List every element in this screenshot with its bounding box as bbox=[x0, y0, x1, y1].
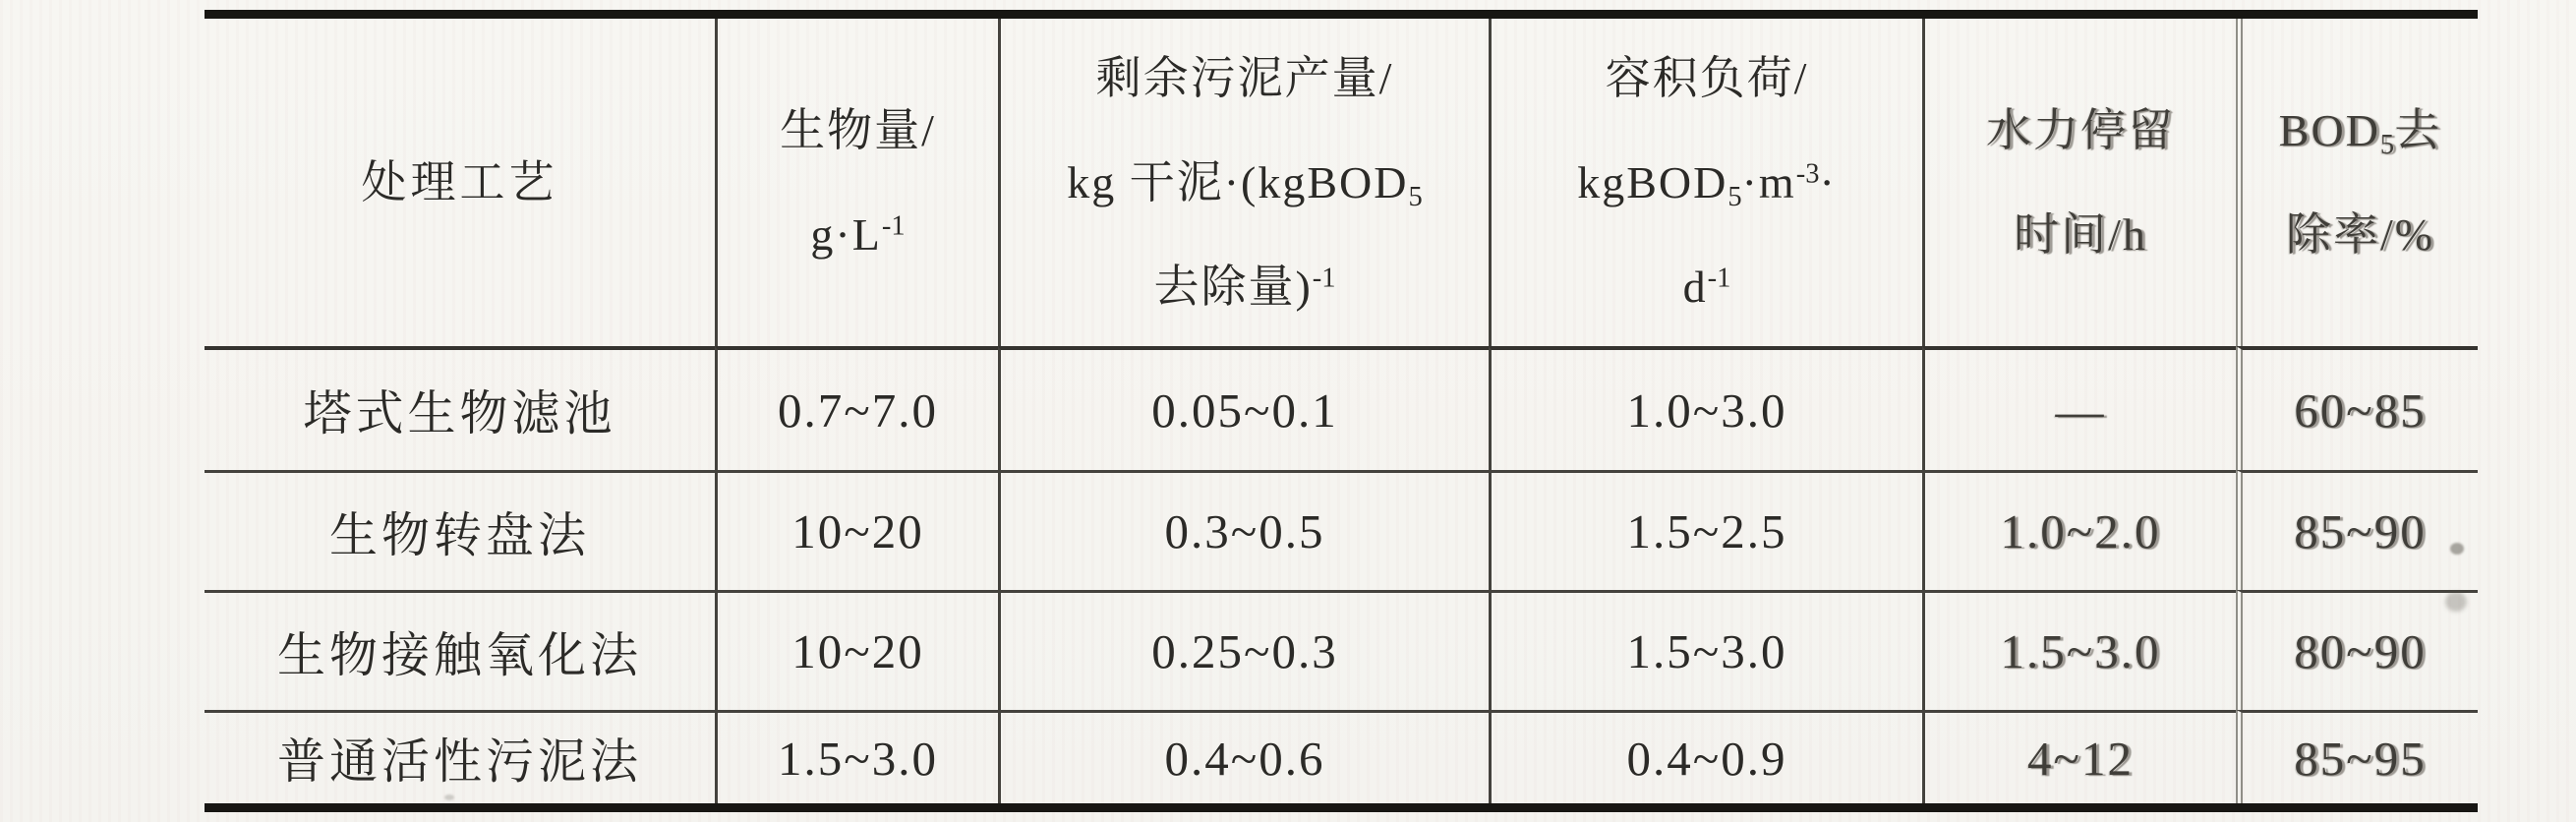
subscript-index: 5 bbox=[1408, 181, 1423, 212]
table-cell: 1.5~2.5 bbox=[1489, 470, 1922, 590]
header-line bbox=[2279, 79, 2441, 183]
superscript-exponent: -1 bbox=[881, 209, 906, 241]
header-text-segment: 容积负荷/ bbox=[1605, 52, 1809, 103]
table-cell: 4~12 bbox=[1922, 710, 2236, 803]
table-cell: 普通活性污泥法 bbox=[205, 710, 715, 803]
header-cell-excess-sludge-yield bbox=[998, 19, 1489, 346]
header-text-segment: 水力停留 bbox=[1986, 104, 2175, 155]
header-cell-bod5-removal-rate bbox=[2236, 19, 2478, 346]
subscript-index: 5 bbox=[2379, 129, 2395, 160]
superscript-exponent: -3 bbox=[1795, 157, 1820, 189]
table-cell: 1.0~3.0 bbox=[1489, 346, 1922, 470]
superscript-exponent: -1 bbox=[1707, 262, 1731, 293]
header-line bbox=[1153, 235, 1335, 339]
table-cell: — bbox=[1922, 346, 2236, 470]
table-cell: 1.5~3.0 bbox=[1489, 590, 1922, 710]
table-cell: 0.7~7.0 bbox=[715, 346, 998, 470]
table-cell: 1.5~3.0 bbox=[715, 710, 998, 803]
table-cell: 10~20 bbox=[715, 470, 998, 590]
header-text-segment: 时间/h bbox=[2014, 208, 2147, 260]
superscript-exponent: -1 bbox=[1312, 262, 1336, 293]
header-cell-process bbox=[205, 19, 715, 346]
table-cell: 0.05~0.1 bbox=[998, 346, 1489, 470]
header-text-segment: 除率/% bbox=[2285, 208, 2435, 260]
header-text-segment: kgBOD bbox=[1577, 156, 1728, 207]
header-line bbox=[1577, 131, 1837, 235]
table-cell: 80~90 bbox=[2236, 590, 2478, 710]
header-line bbox=[1683, 235, 1731, 339]
header-text-segment: BOD bbox=[2278, 104, 2380, 155]
table-cell: 85~95 bbox=[2236, 710, 2478, 803]
table-cell: 1.0~2.0 bbox=[1922, 470, 2236, 590]
table-cell: 0.3~0.5 bbox=[998, 470, 1489, 590]
header-text-segment: ·m bbox=[1741, 156, 1796, 207]
table-cell: 85~90 bbox=[2236, 470, 2478, 590]
header-line bbox=[1096, 27, 1394, 131]
header-cell-volumetric-load bbox=[1489, 19, 1922, 346]
table-cell: 60~85 bbox=[2236, 346, 2478, 470]
header-line bbox=[780, 79, 936, 183]
header-text-segment: · bbox=[1819, 156, 1837, 207]
table-cell: 0.25~0.3 bbox=[998, 590, 1489, 710]
table-cell: 0.4~0.6 bbox=[998, 710, 1489, 803]
header-cell-biomass bbox=[715, 19, 998, 346]
table-cell: 生物转盘法 bbox=[205, 470, 715, 590]
table-cell: 1.5~3.0 bbox=[1922, 590, 2236, 710]
header-text-segment: kg 干泥·(kgBOD bbox=[1067, 156, 1409, 207]
header-line bbox=[1606, 27, 1809, 131]
header-text-segment: 剩余污泥产量/ bbox=[1095, 52, 1394, 103]
subscript-index: 5 bbox=[1727, 181, 1742, 212]
table-cell: 10~20 bbox=[715, 590, 998, 710]
header-line bbox=[2014, 183, 2147, 287]
header-line bbox=[2286, 183, 2434, 287]
header-text-segment: 生物量/ bbox=[780, 104, 936, 155]
header-text-segment: g·L bbox=[810, 208, 882, 260]
header-text-segment: 去 bbox=[2394, 104, 2442, 155]
header-cell-hydraulic-retention-time bbox=[1922, 19, 2236, 346]
header-text-segment: 去除量) bbox=[1153, 261, 1313, 312]
table-cell: 生物接触氧化法 bbox=[205, 590, 715, 710]
table-cell: 塔式生物滤池 bbox=[205, 346, 715, 470]
treatment-process-parameters-table bbox=[205, 10, 2478, 812]
table-cell: 0.4~0.9 bbox=[1489, 710, 1922, 803]
header-line bbox=[1986, 79, 2175, 183]
header-text-segment: d bbox=[1682, 261, 1708, 312]
header-line bbox=[362, 131, 558, 235]
header-text-segment: 处理工艺 bbox=[361, 156, 558, 207]
header-line bbox=[810, 183, 905, 287]
header-line bbox=[1067, 131, 1423, 235]
